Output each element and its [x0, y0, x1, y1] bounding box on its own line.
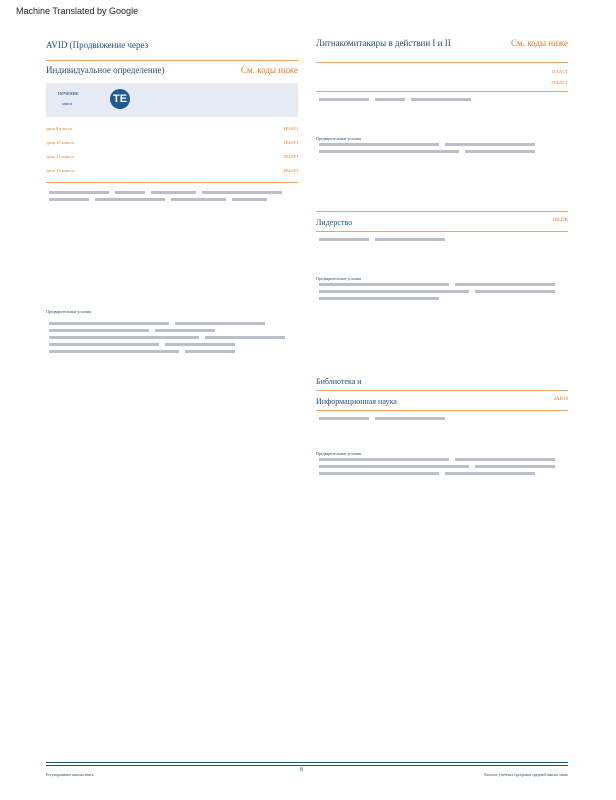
avid-title-line2: Индивидуальное определение)	[46, 65, 165, 75]
avid-title: AVID (Продвижение через	[46, 40, 149, 50]
page-number: 8	[300, 767, 303, 773]
class-row	[46, 126, 298, 131]
codes-note: См. коды ниже	[241, 65, 298, 75]
class-code: 2E4AVI	[283, 140, 298, 145]
class-row	[46, 168, 298, 173]
class-code: 4E4AVI	[283, 168, 298, 173]
aside-box	[46, 83, 298, 117]
translation-banner: Machine Translated by Google	[16, 6, 139, 16]
lit-row-1	[316, 69, 568, 74]
library-header-2	[316, 397, 568, 406]
leadership-details	[316, 236, 568, 276]
class-list	[46, 126, 298, 173]
footer-left: Регулирование школы знать	[46, 772, 94, 777]
library-title-2: Информационная наука	[316, 397, 397, 406]
lit-codes-note: См. коды ниже	[511, 38, 568, 48]
library-details	[316, 415, 568, 451]
leadership-description	[316, 281, 568, 371]
rule	[316, 211, 568, 212]
library-description	[316, 456, 568, 566]
avid-subheader	[46, 65, 298, 75]
footer-rule	[46, 762, 568, 763]
leadership-title: Лидерство	[316, 218, 353, 227]
library-code: 4AB10	[553, 397, 568, 402]
class-name: урок 12 класса	[46, 168, 75, 173]
class-row	[46, 140, 298, 145]
footer-rule	[46, 765, 568, 766]
lit-header	[316, 38, 568, 48]
leadership-prereq-label: Предварительные условия	[316, 276, 361, 281]
footer-text	[46, 772, 568, 777]
course-details	[46, 189, 298, 309]
lit-description	[316, 141, 568, 201]
course-description	[46, 320, 298, 520]
rule	[46, 60, 298, 61]
course-logo-icon: ТЕ	[110, 89, 130, 109]
library-title-1: Библиотека и	[316, 377, 362, 386]
class-row	[46, 154, 298, 159]
page-footer	[46, 762, 568, 777]
lit-code-1: 1TAACT	[551, 69, 568, 74]
avid-header	[46, 40, 298, 50]
footer-right: Каталог учебных программ средней школы знать	[484, 772, 568, 777]
class-name: урок 9 класса	[46, 126, 72, 131]
lit-row-2	[316, 80, 568, 85]
library-prereq-label: Предварительные условия	[316, 451, 361, 456]
aside-sub: книги	[62, 101, 73, 106]
lit-details	[316, 96, 568, 136]
rule	[316, 231, 568, 232]
aside-label: печение	[58, 91, 79, 97]
leadership-code: 1BLDR	[552, 218, 568, 223]
class-name: урок 11 класса	[46, 154, 74, 159]
rule	[316, 390, 568, 391]
rule	[316, 91, 568, 92]
prereq-label: Предварительные условия	[46, 309, 91, 314]
library-header-1	[316, 377, 568, 386]
class-code: 3E4AVI	[283, 154, 298, 159]
left-column	[46, 30, 298, 520]
rule	[316, 410, 568, 411]
right-column	[316, 30, 568, 566]
rule	[316, 62, 568, 63]
lit-title: Литнакомитакиры в действии I и II	[316, 38, 451, 48]
rule	[46, 182, 298, 183]
lit-code-2: 2TAACT	[551, 80, 568, 85]
class-name: урок 10 класса	[46, 140, 75, 145]
leadership-header	[316, 218, 568, 227]
class-code: 1E4AVI	[283, 126, 298, 131]
lit-prereq-label: Предварительные условия	[316, 136, 361, 141]
